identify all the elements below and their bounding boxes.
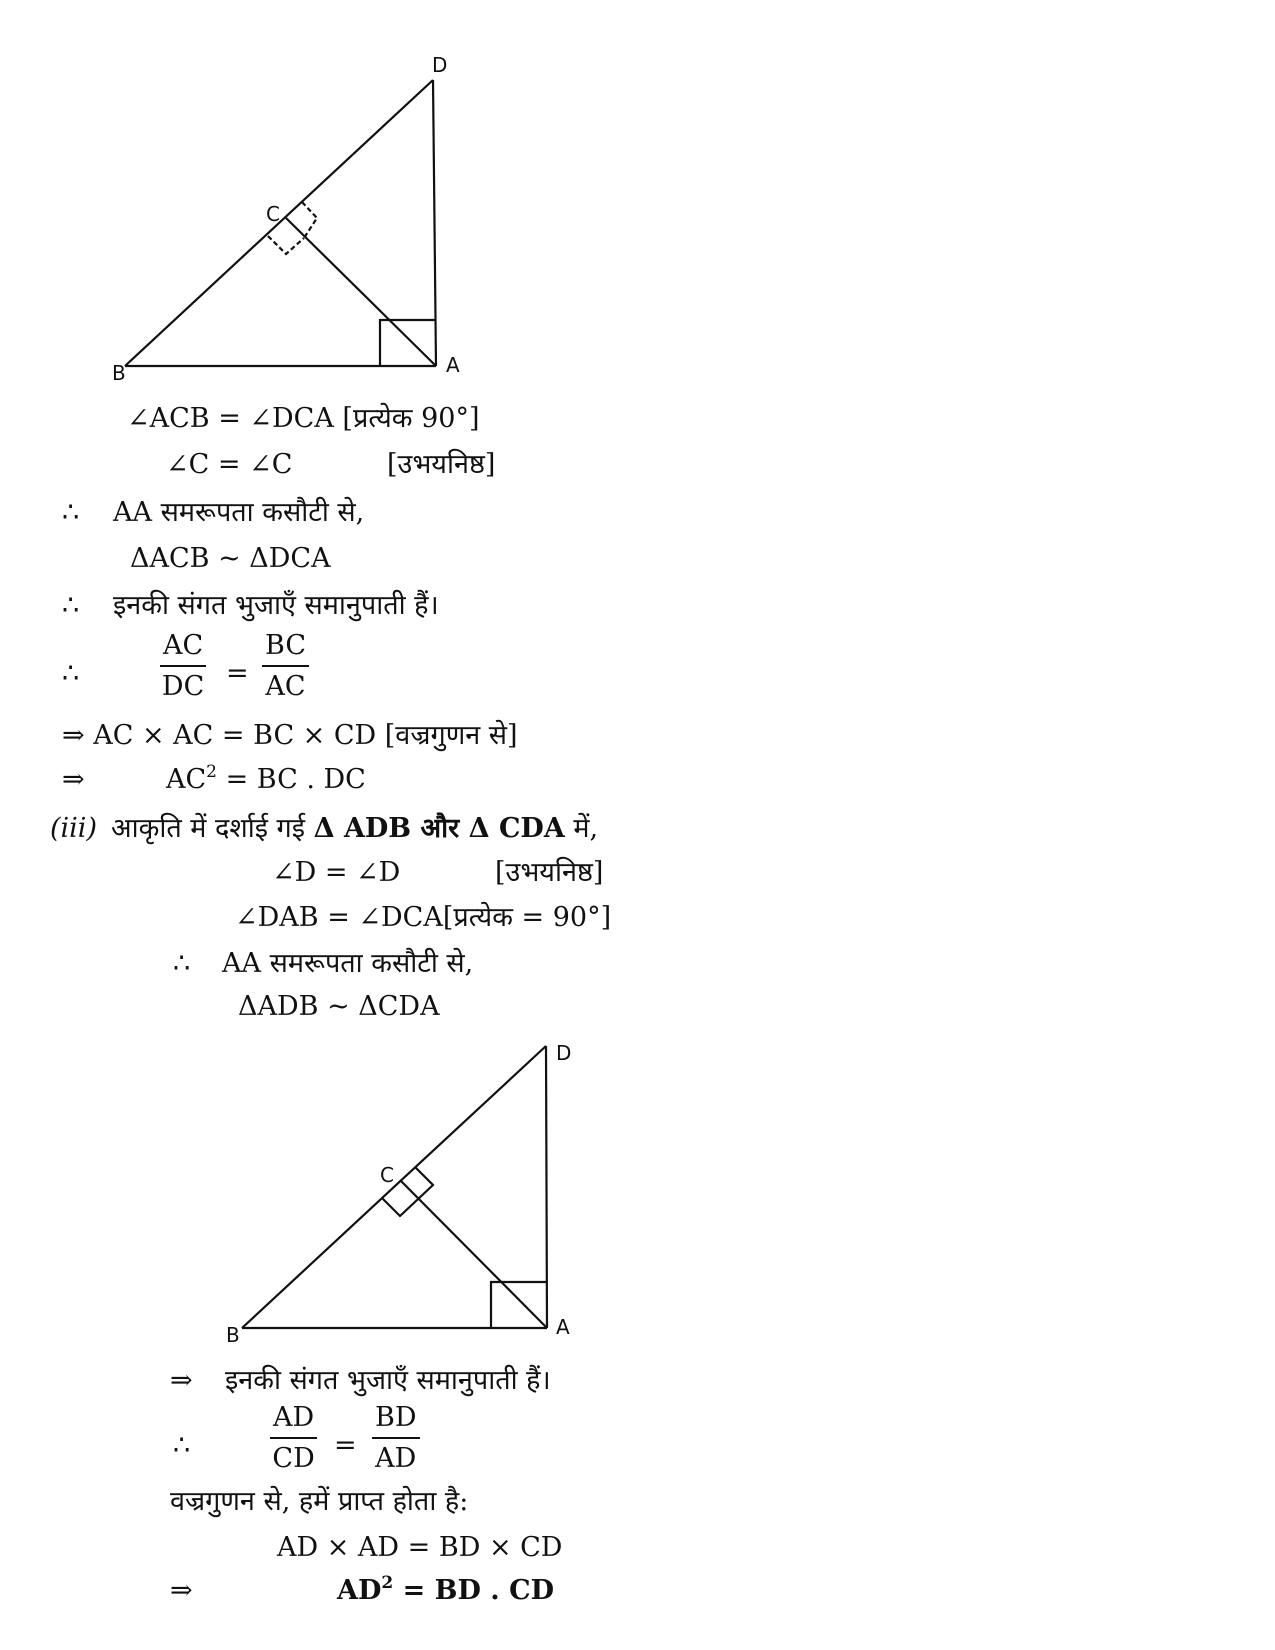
fig2-label-C: C — [380, 1163, 394, 1187]
fraction-ac-over-dc — [160, 632, 206, 700]
term-rhs: = BD . CD — [393, 1575, 554, 1606]
equals-sign: = — [334, 1430, 357, 1461]
statement-proportional-sides: इनकी संगत भुजाएँ समानुपाती हैं। — [225, 1365, 551, 1396]
statement-angle-dab: ∠DAB = ∠DCA[प्रत्येक = 90°] — [235, 902, 612, 933]
fig2-label-A: A — [556, 1315, 570, 1339]
statement-angle-d: ∠D = ∠D — [272, 857, 401, 888]
statement-proportional-sides: इनकी संगत भुजाएँ समानुपाती हैं। — [113, 590, 439, 621]
exponent: 2 — [381, 1573, 394, 1593]
fig1-label-B: B — [112, 361, 126, 385]
part-label-iii: (iii) — [50, 813, 97, 844]
implies-symbol: ⇒ — [170, 1365, 193, 1396]
term-rhs: = BC . DC — [217, 764, 366, 795]
statement-ad-times-ad: AD × AD = BD × CD — [277, 1532, 563, 1563]
fraction-ad-over-cd — [270, 1404, 317, 1472]
statement-similarity-adb-cda: ΔADB ~ ΔCDA — [238, 991, 440, 1022]
statement-angle-acb: ∠ACB = ∠DCA [प्रत्येक 90°] — [127, 403, 480, 434]
fraction-bc-over-ac — [262, 632, 309, 700]
fig2-label-B: B — [226, 1323, 240, 1347]
text-triangles-bold: Δ ADB और Δ CDA — [313, 813, 565, 844]
therefore-symbol: ∴ — [173, 1430, 191, 1461]
therefore-symbol: ∴ — [62, 590, 80, 621]
fraction-denominator: DC — [161, 671, 205, 702]
fig1-label-A: A — [446, 353, 460, 377]
fig2-altitude-CA — [400, 1180, 547, 1328]
fig1-label-D: D — [432, 53, 448, 77]
fig2-side-DA — [546, 1046, 547, 1328]
fig2-side-BD — [242, 1046, 546, 1328]
fig1-label-C: C — [266, 202, 280, 226]
implies-symbol: ⇒ — [170, 1575, 193, 1606]
therefore-symbol: ∴ — [62, 658, 80, 689]
statement-aa-criterion: AA समरूपता कसौटी से, — [222, 948, 474, 979]
statement-in-triangles — [111, 815, 598, 842]
statement-ac-squared — [166, 762, 366, 795]
reason-common: [उभयनिष्ठ] — [387, 449, 496, 480]
fraction-numerator: AD — [270, 1404, 317, 1439]
implies-symbol: ⇒ — [62, 764, 85, 795]
fraction-numerator: AC — [160, 632, 206, 667]
fraction-bd-over-ad — [372, 1404, 420, 1472]
term-ac: AC — [166, 764, 207, 795]
fraction-numerator: BD — [372, 1404, 420, 1439]
fraction-denominator: AC — [265, 671, 306, 702]
statement-similarity-acb-dca: ΔACB ~ ΔDCA — [130, 543, 331, 574]
term-ad: AD — [337, 1575, 382, 1606]
text-part-c: में, — [564, 813, 599, 844]
fraction-numerator: BC — [262, 632, 309, 667]
equals-sign: = — [226, 658, 249, 689]
reason-common: [उभयनिष्ठ] — [495, 857, 604, 888]
statement-aa-criterion: AA समरूपता कसौटी से, — [113, 497, 365, 528]
therefore-symbol: ∴ — [62, 497, 80, 528]
statement-ad-squared — [337, 1573, 554, 1606]
exponent: 2 — [206, 762, 217, 782]
fraction-denominator: CD — [272, 1443, 315, 1474]
text-part-a: आकृति में दर्शाई गई — [111, 813, 314, 844]
statement-cross-multiply-result: वज्रगुणन से, हमें प्राप्त होता है: — [170, 1486, 469, 1517]
fraction-denominator: AD — [375, 1443, 417, 1474]
statement-cross-multiply: ⇒ AC × AC = BC × CD [वज्रगुणन से] — [62, 720, 518, 751]
therefore-symbol: ∴ — [173, 948, 191, 979]
fig2-label-D: D — [556, 1041, 572, 1065]
statement-angle-c: ∠C = ∠C — [166, 449, 293, 480]
